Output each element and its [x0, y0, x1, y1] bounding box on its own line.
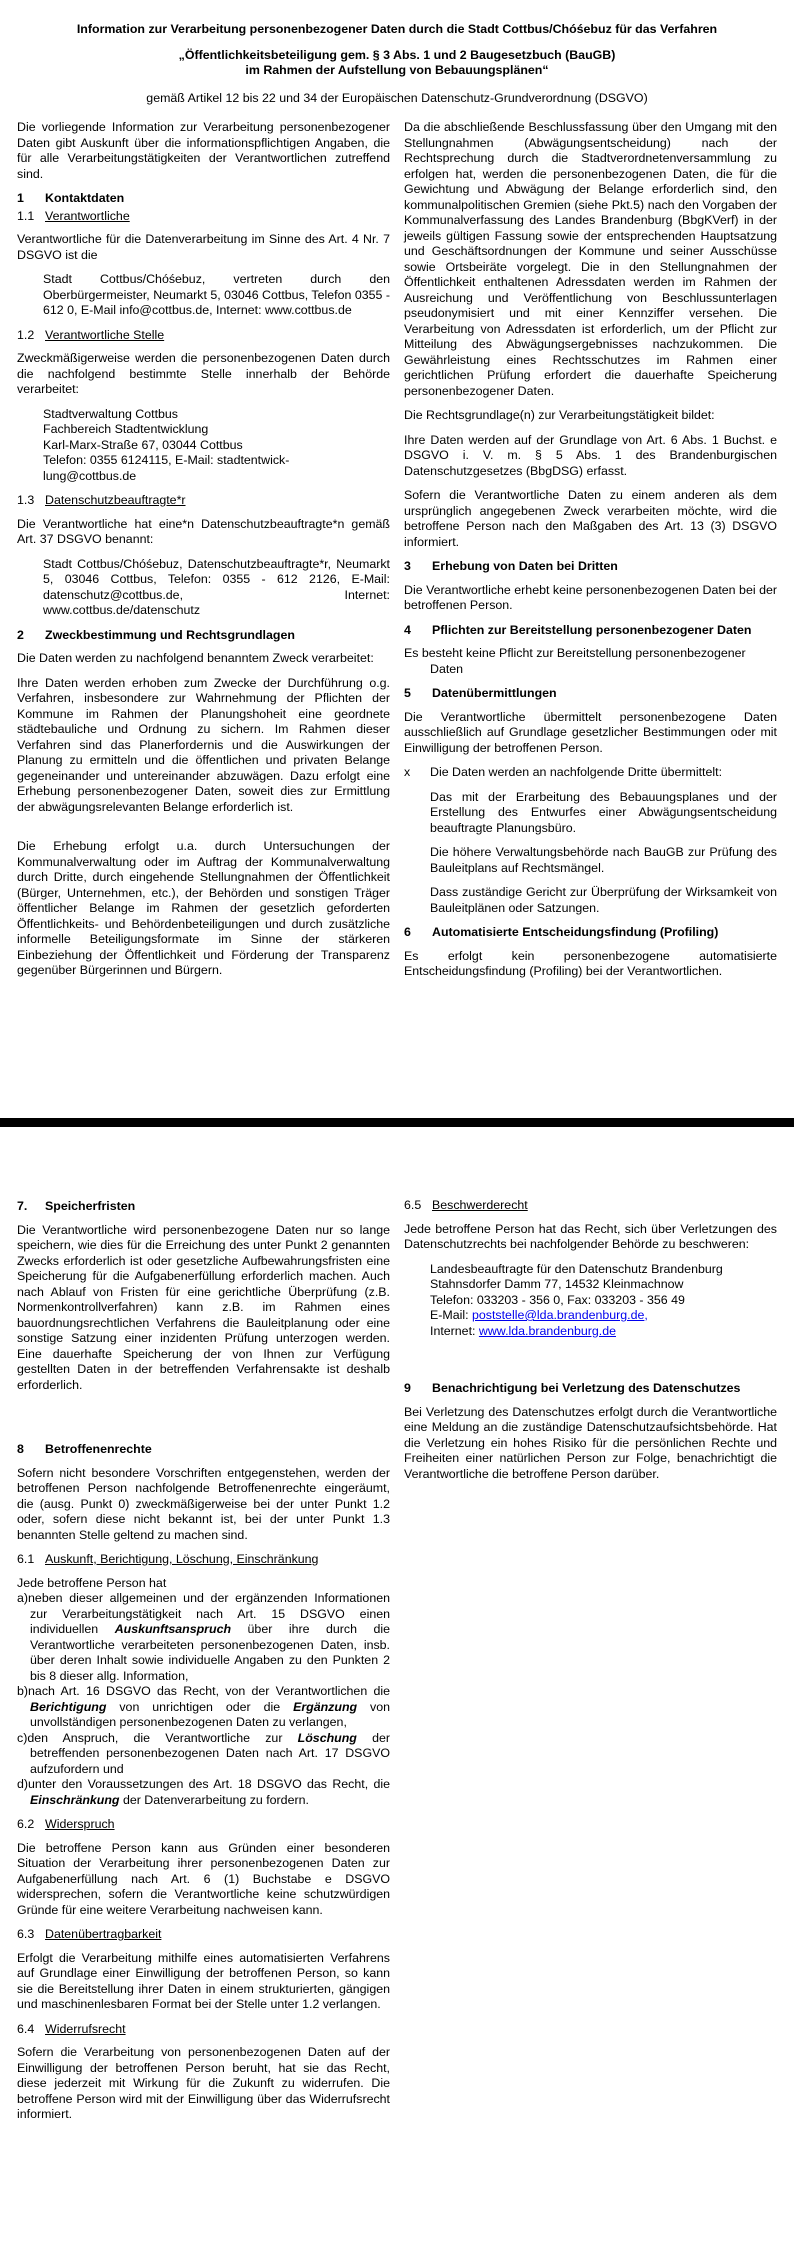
paragraph-verantwortliche-stelle: Zweckmäßigerweise werden die personenbezogenen Daten durch die nachfolgend bestimmte Stelle innerhalb der Behörde verarbeitet:	[17, 351, 390, 396]
address-line: Telefon: 0355 6124115, E-Mail: stadtentwick-	[43, 453, 290, 467]
section-heading-kontaktdaten: 1 Kontaktdaten	[17, 191, 125, 205]
title-subtitle: gemäß Artikel 12 bis 22 und 34 der Europäischen Datenschutz-Grundverordnung (DSGVO)	[146, 90, 648, 105]
paragraph-widerspruch: Die betroffene Person kann aus Gründen einer besonderen Situation der Verarbeitung ihrer personenbezogenen Daten zur Aufgabenerfüllung nach Art. 6 (1) Buchstabe e DSGVO widersprechen, sofern die Verantwortliche keine schutzwürdigen Gründe für eine weitere Verarbeitung nachweisen kann.	[17, 1840, 390, 1917]
subsection-heading-datenuebertragbarkeit: 6.3 Datenübertragbarkeit	[17, 1927, 162, 1941]
rights-item-a: a)neben dieser allgemeinen und der ergänzenden Informationen zur Verarbeitungstätigkeit nach Art. 15 DSGVO einen individuellen Auskunftsanspruch über ihre durch die Verantwortliche verarbeiteten personenbezogenen Daten, insb. über deren Inhalt sowie individuelle Angaben zu den Punkten 2 bis 8 dieser allg. Information,	[17, 1591, 390, 1683]
title-line-3: im Rahmen der Aufstellung von Bebauungsplänen“	[245, 63, 549, 77]
document-title-block	[17, 22, 777, 106]
paragraph-betroffenenrechte: Sofern nicht besondere Vorschriften entgegenstehen, werden der betroffenen Person nachfolgende Betroffenenrechte eingeräumt, die (ausg. Punkt 0) zweckmäßigerweise bei der unter Punkt 1.2 oder, sofern diese nicht bekannt ist, bei der unter Punkt 1.3 benannten Stelle geltend zu machen sind.	[17, 1465, 390, 1542]
spacer	[404, 1348, 777, 1378]
subsection-heading-verantwortliche-stelle: 1.2 Verantwortliche Stelle	[17, 327, 165, 342]
paragraph-rechtsgrundlage: Ihre Daten werden auf der Grundlage von Art. 6 Abs. 1 Buchst. e DSGVO i. V. m. § 5 Abs. 1 des Brandenburgischen Datenschutzgesetzes (BbgDSG) erfasst.	[404, 432, 777, 478]
page2-right-column	[404, 1196, 777, 2132]
address-line: lung@cottbus.de	[43, 468, 137, 483]
rights-item-d: d)unter den Voraussetzungen des Art. 18 DSGVO das Recht, die Einschränkung der Datenverarbeitung zu fordern.	[17, 1777, 390, 1807]
paragraph-pflichten: Es besteht keine Pflicht zur Bereitstellung personenbezogener Daten	[404, 646, 746, 676]
paragraph-verantwortliche: Verantwortliche für die Datenverarbeitung im Sinne des Art. 4 Nr. 7 DSGVO ist die	[17, 232, 390, 262]
document-page-2	[0, 1127, 794, 2251]
authority-name: Landesbeauftragte für den Datenschutz Brandenburg	[430, 1261, 723, 1276]
spacer	[17, 1402, 390, 1439]
paragraph-rechte-intro: Jede betroffene Person hat	[17, 1575, 167, 1590]
address-line: Fachbereich Stadtentwicklung	[43, 422, 209, 436]
data-transfer-list-item: x Die Daten werden an nachfolgende Dritte übermittelt:	[404, 765, 723, 779]
subsection-heading-auskunft: 6.1 Auskunft, Berichtigung, Löschung, Einschränkung	[17, 1552, 319, 1566]
section-heading-benachrichtigung: 9 Benachrichtigung bei Verletzung des Datenschutzes	[404, 1381, 741, 1395]
transfer-recipient-gericht: Dass zuständige Gericht zur Überprüfung der Wirksamkeit von Bauleitplänen oder Satzungen.	[430, 885, 777, 915]
paragraph-beschwerderecht: Jede betroffene Person hat das Recht, sich über Verletzungen des Datenschutzrechts bei nachfolgender Behörde zu beschweren:	[404, 1221, 777, 1251]
paragraph-uebermittlung: Die Verantwortliche übermittelt personenbezogene Daten ausschließlich auf Grundlage gesetzlicher Bestimmungen oder mit Einwilligung der betroffenen Person.	[404, 709, 777, 755]
paragraph-erhebung-dritte: Die Verantwortliche erhebt keine personenbezogenen Daten bei der betroffenen Person.	[404, 582, 777, 612]
paragraph-benachrichtigung: Bei Verletzung des Datenschutzes erfolgt durch die Verantwortliche eine Meldung an die zuständige Datenschutzaufsichtsbehörde. Hat die Verletzung ein hohes Risiko für die persönlichen Rechte und Freiheiten einer natürlichen Person zur Folge, benachrichtigt die Verantwortliche die betroffene Person darüber.	[404, 1404, 777, 1481]
page1-left-column	[17, 120, 390, 989]
paragraph-rechtsgrundlage-intro: Die Rechtsgrundlage(n) zur Verarbeitungstätigkeit bildet:	[404, 408, 715, 422]
section-heading-erhebung-dritte: 3 Erhebung von Daten bei Dritten	[404, 559, 618, 573]
subsection-heading-widerspruch: 6.2 Widerspruch	[17, 1817, 115, 1831]
transfer-recipient-verwaltungsbehoerde: Die höhere Verwaltungsbehörde nach BauGB zur Prüfung des Bauleitplans auf Rechtsmängel.	[430, 845, 777, 875]
section-heading-speicherfristen: 7. Speicherfristen	[17, 1199, 136, 1213]
paragraph-zweck-detail: Ihre Daten werden erhoben zum Zwecke der Durchführung o.g. Verfahren, insbesondere zur Wahrnehmung der Pflichten der Kommune im Rahmen der Planungshoheit eine geordnete städtebauliche und Ordnung zu sichern. Im Rahmen dieser Verfahren sind das Planerfordernis und die Auswirkungen der Planung zu ermitteln und die öffentlichen und privaten Belange gegeneinander und untereinander abzuwägen. Dazu erfolgt eine Erhebung personenbezogener Daten, soweit dies zur Ermittlung der abwägungsrelevanten Belange erforderlich ist.	[17, 675, 390, 814]
authority-street: Stahnsdorfer Damm 77, 14532 Kleinmachnow	[430, 1277, 684, 1291]
address-landesbeauftragte	[430, 1262, 777, 1340]
paragraph-profiling: Es erfolgt kein personenbezogene automatisierte Entscheidungsfindung (Profiling) bei der Verantwortlichen.	[404, 948, 777, 978]
address-line: Karl-Marx-Straße 67, 03044 Cottbus	[43, 437, 243, 452]
section-heading-betroffenenrechte: 8 Betroffenenrechte	[17, 1442, 152, 1456]
transfer-recipient-planungsbuero: Das mit der Erarbeitung des Bebauungsplanes und der Erstellung des Entwurfes einer Abwägungsentscheidung beauftragte Planungsbüro.	[430, 789, 777, 835]
spacer	[17, 824, 390, 839]
rights-item-b: b)nach Art. 16 DSGVO das Recht, von der Verantwortlichen die Berichtigung von unrichtigen oder die Ergänzung von unvollständigen personenbezogenen Daten zu verlangen,	[17, 1684, 391, 1729]
address-stadt-cottbus: Stadt Cottbus/Chóśebuz, vertreten durch den Oberbürgermeister, Neumarkt 5, 03046 Cottbus, Telefon 0355 - 612 0, E-Mail info@cottbus.de, Internet: www.cottbus.de	[43, 272, 390, 317]
website-link[interactable]: www.lda.brandenburg.de	[478, 1323, 616, 1338]
paragraph-datenschutzbeauftragte: Die Verantwortliche hat eine*n Datenschutzbeauftragte*n gemäß Art. 37 DSGVO benannt:	[17, 516, 390, 546]
subsection-heading-beschwerderecht: 6.5 Beschwerderecht	[404, 1198, 528, 1212]
page1-columns	[17, 120, 777, 989]
authority-phone-fax: Telefon: 033203 - 356 0, Fax: 033203 - 356 49	[430, 1292, 685, 1307]
section-heading-pflichten: 4 Pflichten zur Bereitstellung personenbezogener Daten	[404, 622, 752, 637]
paragraph-datenuebertragbarkeit: Erfolgt die Verarbeitung mithilfe eines automatisierten Verfahrens auf Grundlage einer Einwilligung der betroffenen Person, so kann sie die Bereitstellung ihrer Daten in einem strukturierten, gängigen und maschinenlesbaren Format bei der Stelle unter 1.2 verlangen.	[17, 1950, 390, 2011]
rights-item-c: c)den Anspruch, die Verantwortliche zur Löschung der betreffenden personenbezogenen Daten nach Art. 17 DSGVO aufzufordern und	[17, 1730, 391, 1776]
document-page-1	[0, 0, 794, 1118]
subsection-heading-widerrufsrecht: 6.4 Widerrufsrecht	[17, 2021, 126, 2036]
section-heading-datenuebermittlungen: 5 Datenübermittlungen	[404, 686, 557, 700]
email-link[interactable]: poststelle@lda.brandenburg.de	[472, 1308, 645, 1322]
page-divider	[0, 1118, 794, 1127]
paragraph-zweckaenderung: Sofern die Verantwortliche Daten zu einem anderen als dem ursprünglich angegebenen Zweck verarbeiten möchte, wird die betroffene Person nach den Maßgaben des Art. 13 (3) DSGVO informiert.	[404, 488, 777, 549]
authority-internet-line: Internet: www.lda.brandenburg.de	[430, 1323, 616, 1338]
authority-email-line: E-Mail: poststelle@lda.brandenburg.de,	[430, 1308, 648, 1322]
title-line-1: Information zur Verarbeitung personenbezogener Daten durch die Stadt Cottbus/Chóśebuz für das Verfahren	[76, 22, 718, 36]
address-datenschutzbeauftragte: Stadt Cottbus/Chóśebuz, Datenschutzbeauftragte*r, Neumarkt 5, 03046 Cottbus, Telefon: 0355 - 612 2126, E-Mail: datenschutz@cottbus.de, Internet: www.cottbus.de/datenschutz	[43, 556, 390, 617]
paragraph-widerrufsrecht: Sofern die Verarbeitung von personenbezogenen Daten auf der Einwilligung der betroffenen Person beruht, hat sie das Recht, diese jederzeit mit Wirkung für die Zukunft zu widerrufen. Die betroffene Person wird mit der Einwilligung über das Widerrufsrecht informiert.	[17, 2045, 390, 2121]
address-line: Stadtverwaltung Cottbus	[43, 406, 178, 421]
subsection-heading-verantwortliche: 1.1 Verantwortliche	[17, 208, 130, 223]
subsection-heading-datenschutzbeauftragte: 1.3 Datenschutzbeauftragte*r	[17, 493, 186, 507]
title-line-2: „Öffentlichkeitsbeteiligung gem. § 3 Abs. 1 und 2 Baugesetzbuch (BauGB)	[178, 47, 616, 62]
page2-columns	[17, 1196, 777, 2132]
address-stadtverwaltung	[43, 407, 390, 485]
section-heading-zweckbestimmung: 2 Zweckbestimmung und Rechtsgrundlagen	[17, 627, 295, 642]
paragraph-erhebung: Die Erhebung erfolgt u.a. durch Untersuchungen der Kommunalverwaltung oder im Auftrag der Kommunalverwaltung durch Dritte, durch eingehende Stellungnahmen der Öffentlichkeit (Bürger, Unternehmen, etc.), der Behörden und sonstigen Träger öffentlicher Belange im Rahmen der gesetzlich geforderten Öffentlichkeits- und Behördenbeteiligungen und durch zusätzliche informelle Beteiligungsformate im Sinne der stärkeren Einbeziehung der Öffentlichkeit und Förderung der Transparenz gegenüber Bürgerinnen und Bürgern.	[17, 839, 390, 977]
paragraph-zweck-intro: Die Daten werden zu nachfolgend benanntem Zweck verarbeitet:	[17, 651, 374, 665]
paragraph-speicherfristen: Die Verantwortliche wird personenbezogene Daten nur so lange speichern, wie dies für die Erreichung des unter Punkt 2 genannten Zwecks erforderlich ist oder gesetzliche Aufbewahrungsfristen eine Speicherung für die Aufgabenerfüllung erforderlich machen. Auch nach Ablauf von Fristen für eine gerichtliche Überprüfung (z.B. Normenkontrollverfahren) kann z.B. im Rahmen eines bauordnungsrechtlichen Verfahrens die Bauleitplanung oder eine sonstige Satzung einer inzidenten Prüfung unterzogen werden. Eine dauerhafte Speicherung der von Ihnen zur Verfügung gestellten Daten in der betreffenden Verfahrensakte ist deshalb erforderlich.	[17, 1222, 390, 1392]
page1-right-column	[404, 120, 777, 989]
paragraph-beschlussfassung: Da die abschließende Beschlussfassung über den Umgang mit den Stellungnahmen (Abwägungsentscheidung) nach der Rechtsprechung durch die Stadtverordnetenversammlung zu erfolgen hat, werden die personenbezogenen Daten, die für die Gewichtung und Abwägung der Belange erforderlich sind, den kommunalpolitischen Gremien (siehe Pkt.5) nach den Vorgaben der Kommunalverfassung des Landes Brandenburg (BbgKVerf) in der jeweils gültigen Fassung sowie der entsprechenden Hauptsatzung und Geschäftsordnungen der Kommune und seiner Ausschüsse sowie Ortsbeiräte vorgelegt. Die in den Stellungnahmen der Öffentlichkeit enthaltenen Adressdaten werden im Rahmen der Ausreichung und Veröffentlichung von Beschlussunterlagen pseudonymisiert und mit einer Kennziffer versehen. Die Verarbeitung von Adressdaten ist erforderlich, um der Pflicht zur Mitteilung des Abwägungsergebnisses nachzukommen. Die Gewährleistung eines Rechtsschutzes im Rahmen einer gerichtlichen Prüfung erfordert die dauerhafte Speicherung personenbezogener Daten.	[404, 120, 777, 398]
section-heading-profiling: 6 Automatisierte Entscheidungsfindung (Profiling)	[404, 925, 719, 939]
page2-left-column	[17, 1196, 390, 2132]
intro-paragraph: Die vorliegende Information zur Verarbeitung personenbezogener Daten gibt Auskunft über die informationspflichtigen Angaben, die für alle Verarbeitungstätigkeiten der Verantwortlichen zutreffend sind.	[17, 120, 390, 181]
